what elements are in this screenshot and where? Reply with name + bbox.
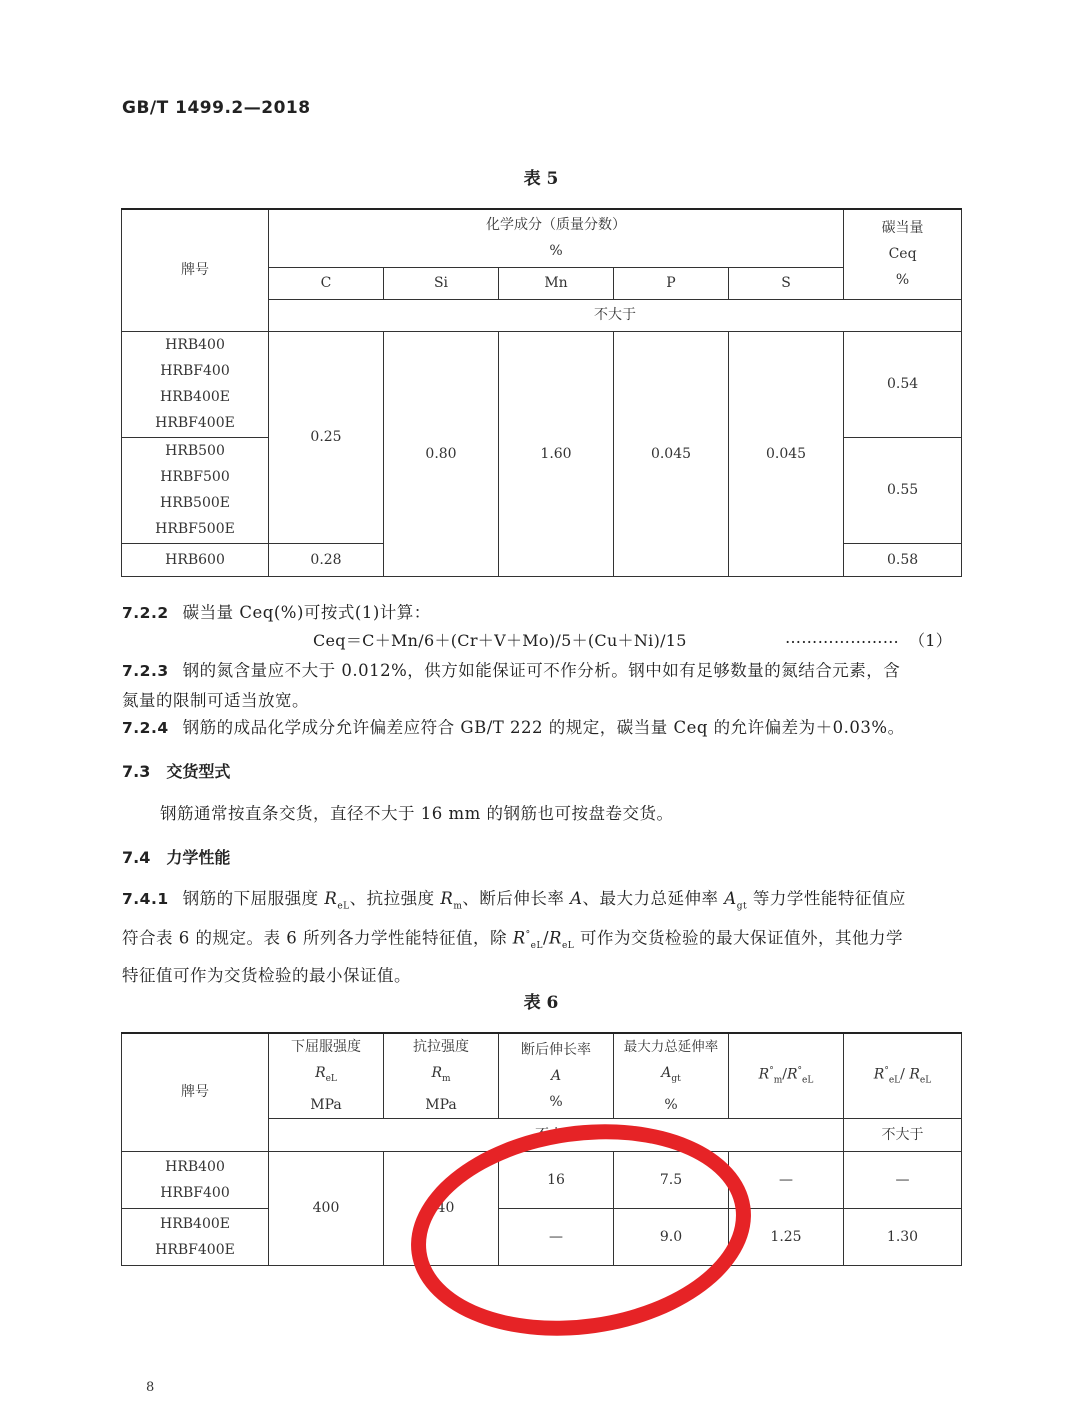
col-title: 抗拉强度: [413, 1039, 469, 1055]
clause-text: 、断后伸长率: [462, 889, 571, 908]
grade-label: HRBF400E: [155, 1241, 235, 1258]
t5-ceq-title: 碳当量: [881, 220, 924, 237]
t5-grade-600: HRB600: [122, 543, 269, 576]
t6-grades-400: [122, 1151, 269, 1208]
t6-head-rel: [269, 1033, 384, 1118]
clause-number: 7.2.4: [122, 719, 169, 737]
t5-el-s: S: [729, 267, 844, 299]
t6-head-agt: [614, 1033, 729, 1118]
grade-label: HRBF400: [160, 1184, 230, 1201]
t5-mn: 1.60: [499, 331, 614, 576]
heading-7-4: [122, 845, 230, 868]
clause-number: 7.2.3: [122, 662, 169, 680]
t5-si: 0.80: [384, 331, 499, 576]
t6-head-rm: [384, 1033, 499, 1118]
col-title: 断后伸长率: [521, 1041, 591, 1058]
heading-title: 交货型式: [166, 762, 231, 781]
table5: [121, 208, 962, 577]
para-7-2-4: [122, 713, 905, 743]
t5-ceq-unit: %: [895, 272, 910, 289]
t6-head-ratio1: $R^\circ_m/R^\circ_{eL}$: [729, 1033, 844, 1118]
table6-caption: 表 6: [523, 993, 559, 1013]
grade-label: HRB400E: [160, 1215, 230, 1232]
t5-el-mn: Mn: [499, 267, 614, 299]
clause-text: 碳当量 Ceq(%)可按式(1)计算：: [182, 603, 431, 622]
formula-expression: Ceq＝C＋Mn/6＋(Cr＋V＋Mo)/5＋(Cu＋Ni)/15: [313, 631, 687, 650]
t5-head-grade: 牌号: [122, 209, 269, 331]
col-unit: %: [549, 1093, 563, 1110]
t5-el-p: P: [614, 267, 729, 299]
t6-ratio2-400: —: [844, 1151, 962, 1208]
clause-text: 、最大力总延伸率: [582, 889, 725, 908]
clause-text: 可作为交货检验的最大保证值外，其他力学: [574, 928, 904, 948]
formula-number: （1）: [909, 631, 953, 650]
t5-ceq-400: 0.54: [844, 331, 962, 437]
clause-text: 特征值可作为交货检验的最小保证值。: [122, 966, 411, 986]
para-7-4-1: 7.4.1 钢筋的下屈服强度 $R_{eL}$、抗拉强度 $R_m$、断后伸长率 A、最大力总延伸率 $A_{gt}$ 等力学性能特征值应 符合表 6 的规定。表 6 所列各力学性能特征值，除 $R^\circ_{eL}/R_{eL}$ 可作为交货检验的最大保证值外，其他力学 特征值可作为交货检验的最小保证值。: [122, 884, 962, 990]
heading-number: 7.4: [122, 848, 151, 867]
grade-label: HRBF500: [160, 469, 230, 485]
t6-ratio2-400e: 1.30: [844, 1208, 962, 1265]
t5-head-ceq: [844, 209, 962, 299]
col-title: 最大力总延伸率: [623, 1039, 719, 1055]
grade-label: HRBF400: [160, 363, 230, 379]
t5-grades-400: [122, 331, 269, 437]
clause-text: 等力学性能特征值应: [747, 889, 906, 908]
col-unit: MPa: [425, 1096, 457, 1113]
grade-label: HRBF400E: [155, 415, 235, 431]
clause-text-cont: 氮量的限制可适当放宽。: [122, 691, 309, 710]
t6-agt-400e: 9.0: [614, 1208, 729, 1265]
page-number: 8: [146, 1380, 155, 1395]
col-symbol: A: [550, 1067, 562, 1084]
col-unit: MPa: [310, 1096, 342, 1113]
t5-el-c: C: [269, 267, 384, 299]
t6-rel: 400: [269, 1151, 384, 1265]
para-7-2-2: [122, 598, 431, 628]
para-7-2-3: [122, 656, 962, 715]
grade-label: HRB500E: [160, 495, 230, 511]
col-symbol: $R_{eL}$: [315, 1065, 337, 1084]
grade-label: HRBF500E: [155, 521, 235, 537]
t5-c-400-500: 0.25: [269, 331, 384, 543]
t6-grades-400e: [122, 1208, 269, 1265]
clause-number: 7.4.1: [122, 890, 169, 908]
clause-text: 钢筋的成品化学成分允许偏差应符合 GB/T 222 的规定，碳当量 Ceq 的允许偏差为＋0.03%。: [182, 718, 905, 737]
t5-ceq-500: 0.55: [844, 437, 962, 543]
clause-text: 符合表 6 的规定。表 6 所列各力学性能特征值，除: [122, 928, 513, 948]
t5-p: 0.045: [614, 331, 729, 576]
para-7-3: 钢筋通常按直条交货，直径不大于 16 mm 的钢筋也可按盘卷交货。: [160, 804, 674, 823]
standard-code: GB/T 1499.2—2018: [122, 98, 311, 118]
t5-chem-title: 化学成分（质量分数）: [486, 217, 627, 234]
clause-number: 7.2.2: [122, 604, 169, 622]
t6-agt-400: 7.5: [614, 1151, 729, 1208]
t6-not-greater: 不大于: [844, 1118, 962, 1151]
heading-number: 7.3: [122, 762, 151, 781]
t5-head-chem: [269, 209, 844, 267]
col-unit: %: [664, 1096, 678, 1113]
table5-caption: 表 5: [523, 169, 559, 189]
grade-label: HRB500: [165, 443, 225, 459]
t6-a-400e: —: [499, 1208, 614, 1265]
t5-ceq-symbol: Ceq: [888, 246, 917, 263]
t5-grades-500: [122, 437, 269, 543]
col-title: 下屈服强度: [291, 1039, 361, 1055]
t6-head-grade: 牌号: [122, 1033, 269, 1151]
t5-el-si: Si: [384, 267, 499, 299]
t6-head-a: [499, 1033, 614, 1118]
clause-text: 钢筋的下屈服强度: [182, 889, 325, 908]
t5-ceq-600: 0.58: [844, 543, 962, 576]
grade-label: HRB400: [165, 337, 225, 353]
t5-c-600: 0.28: [269, 543, 384, 576]
clause-text: 、抗拉强度: [349, 889, 441, 908]
t5-s: 0.045: [729, 331, 844, 576]
t6-ratio1-400e: 1.25: [729, 1208, 844, 1265]
formula-leader: …………………: [785, 628, 900, 647]
col-symbol: $R_m$: [431, 1065, 451, 1084]
t5-not-greater: 不大于: [269, 299, 962, 331]
t6-a-400: 16: [499, 1151, 614, 1208]
heading-7-3: [122, 759, 230, 782]
grade-label: HRB400: [165, 1158, 225, 1175]
t6-head-ratio2: $R^\circ_{eL}/$ $R_{eL}$: [844, 1033, 962, 1118]
t6-rm: 540: [384, 1151, 499, 1265]
formula-1: [313, 628, 961, 651]
t6-not-less: 不小于: [269, 1118, 844, 1151]
t6-ratio1-400: —: [729, 1151, 844, 1208]
t5-chem-unit: %: [549, 243, 563, 260]
col-symbol: $A_{gt}$: [661, 1065, 681, 1084]
heading-title: 力学性能: [166, 848, 231, 867]
grade-label: HRB400E: [160, 389, 230, 405]
clause-text: 钢的氮含量应不大于 0.012%，供方如能保证可不作分析。钢中如有足够数量的氮结合元素，含: [182, 661, 901, 680]
